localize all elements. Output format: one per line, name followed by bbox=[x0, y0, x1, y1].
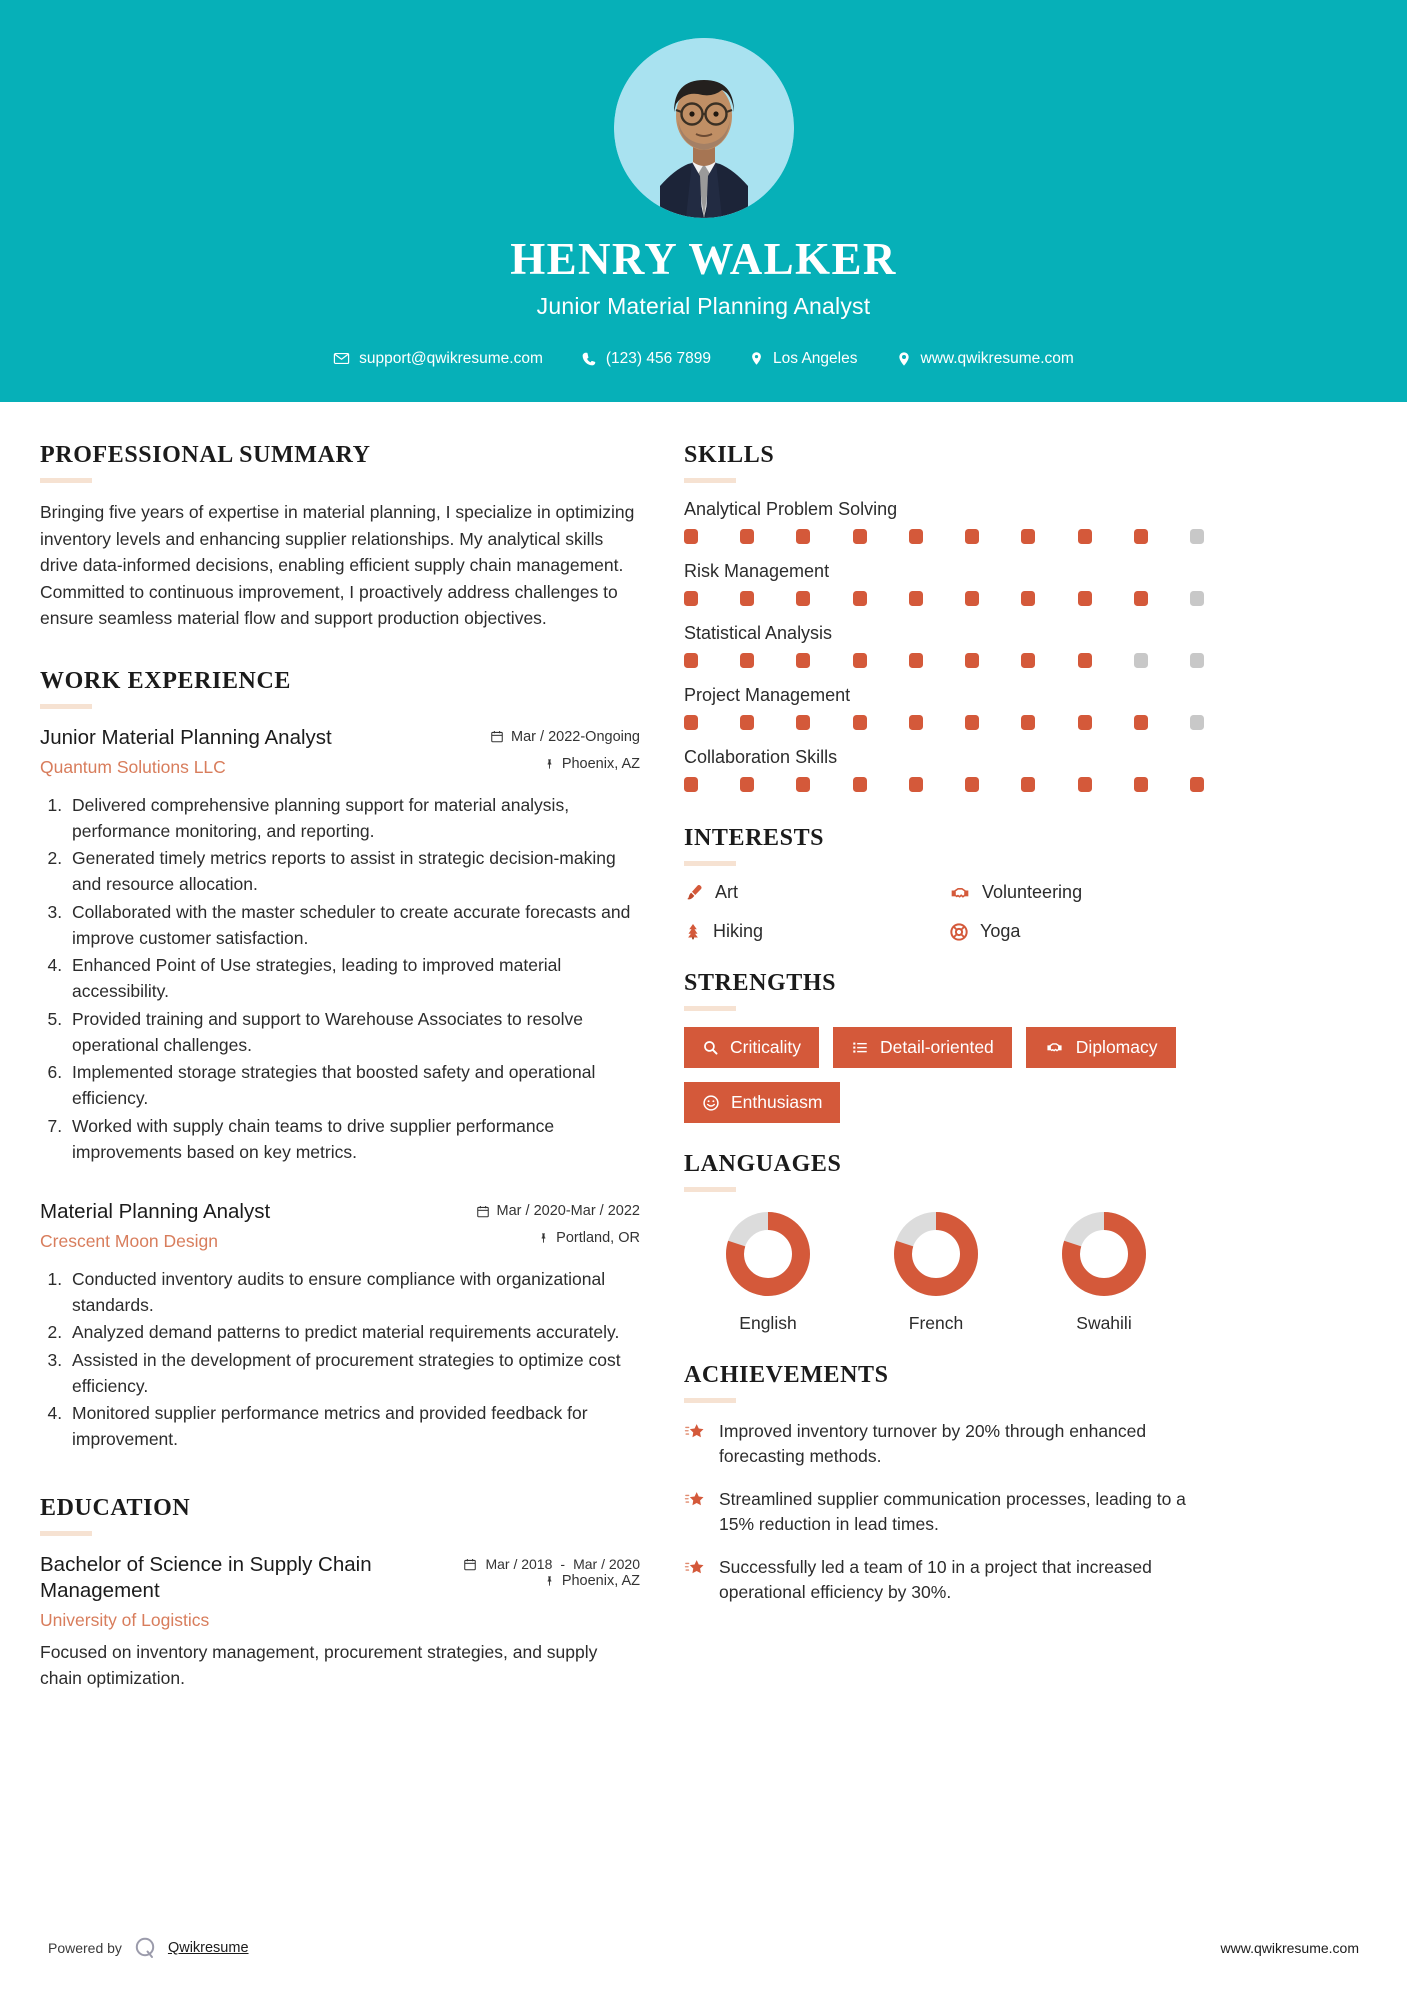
summary-text: Bringing five years of expertise in material planning, I specialize in optimizing inventory levels and enhancing supplier relationships. My analytical skills drive data-informed decisions, enabling efficient supply chain management. Committed to continuous improvement, I proactively address challenges to ensure seamless material flow and support production objectives. bbox=[40, 502, 635, 629]
strength-chip-diplomacy[interactable] bbox=[1026, 1027, 1176, 1068]
bullet: 4. Monitored supplier performance metrics and provided feedback for improvement. bbox=[67, 1400, 640, 1453]
skill-dot bbox=[684, 591, 698, 606]
language-item bbox=[852, 1208, 1020, 1334]
skill-dot bbox=[965, 777, 979, 792]
strength-label: Diplomacy bbox=[1075, 1037, 1158, 1057]
resume-header bbox=[0, 0, 1407, 402]
education-location-text: Phoenix, AZ bbox=[561, 1573, 640, 1589]
section-rule bbox=[684, 478, 736, 483]
section-heading: EDUCATION bbox=[40, 1494, 191, 1521]
handshake-icon bbox=[949, 883, 971, 903]
strength-chip-detail-oriented[interactable] bbox=[833, 1027, 1012, 1068]
skill-dot bbox=[1021, 591, 1035, 606]
skill-dot bbox=[684, 529, 698, 544]
experience-location bbox=[476, 1230, 640, 1246]
experience-company: Crescent Moon Design bbox=[40, 1230, 218, 1251]
education-date-separator: - bbox=[560, 1556, 566, 1573]
experience-role: Material Planning Analyst bbox=[40, 1200, 271, 1224]
skill-rating bbox=[684, 591, 1204, 606]
achievement-text: Improved inventory turnover by 20% through enhanced forecasting methods. bbox=[719, 1421, 1147, 1467]
skill-dot bbox=[965, 591, 979, 606]
skill-dot bbox=[796, 777, 810, 792]
skill-dot bbox=[740, 715, 754, 730]
language-donut-chart bbox=[722, 1208, 814, 1300]
section-languages bbox=[684, 1151, 1204, 1334]
bullet: 3. Assisted in the development of procurement strategies to optimize cost efficiency. bbox=[67, 1347, 640, 1400]
skill-dot bbox=[1021, 777, 1035, 792]
strength-label: Criticality bbox=[730, 1037, 801, 1057]
bullet: 3. Collaborated with the master scheduler to create accurate forecasts and improve customer satisfaction. bbox=[67, 899, 640, 952]
skill-dot bbox=[1134, 529, 1148, 544]
section-professional-summary bbox=[40, 442, 640, 632]
section-heading: ACHIEVEMENTS bbox=[684, 1362, 889, 1388]
skill-dot bbox=[1134, 715, 1148, 730]
skill-name: Risk Management bbox=[684, 561, 830, 581]
skill-rating bbox=[684, 653, 1204, 668]
contact-email-text: support@qwikresume.com bbox=[359, 349, 543, 367]
language-label: Swahili bbox=[1076, 1313, 1132, 1333]
skills-list bbox=[684, 499, 1204, 792]
education-degree: Bachelor of Science in Supply Chain Management bbox=[40, 1552, 372, 1603]
section-rule bbox=[40, 1531, 92, 1536]
experience-dates bbox=[490, 729, 640, 745]
skill-dot bbox=[684, 777, 698, 792]
achievement-item bbox=[684, 1555, 1204, 1606]
page-title: HENRY WALKER bbox=[510, 234, 897, 284]
skill-dot bbox=[1190, 715, 1204, 730]
strength-chip-enthusiasm[interactable] bbox=[684, 1082, 840, 1123]
bullet: 6. Implemented storage strategies that boosted safety and operational efficiency. bbox=[67, 1059, 640, 1112]
right-column bbox=[684, 442, 1204, 1697]
skill-dot bbox=[965, 653, 979, 668]
skill-dot bbox=[1021, 715, 1035, 730]
bullet: 5. Provided training and support to Warehouse Associates to resolve operational challenges. bbox=[67, 1006, 640, 1059]
experience-company: Quantum Solutions LLC bbox=[40, 756, 226, 777]
skill-dot bbox=[1134, 591, 1148, 606]
contact-location[interactable] bbox=[730, 350, 876, 368]
skill-dot bbox=[1021, 653, 1035, 668]
interest-label: Yoga bbox=[980, 921, 1021, 941]
section-rule bbox=[684, 861, 736, 866]
location-pin-icon bbox=[749, 350, 764, 367]
interest-label: Art bbox=[715, 882, 739, 902]
skill-dot bbox=[796, 591, 810, 606]
skill-dot bbox=[1190, 529, 1204, 544]
section-heading: PROFESSIONAL SUMMARY bbox=[40, 442, 371, 468]
language-item bbox=[1020, 1208, 1188, 1334]
pushpin-icon bbox=[544, 1574, 555, 1588]
language-donut-chart bbox=[1058, 1208, 1150, 1300]
skill-dot bbox=[740, 777, 754, 792]
strength-label: Detail-oriented bbox=[879, 1037, 994, 1057]
skill-dot bbox=[1190, 653, 1204, 668]
skill-dot bbox=[684, 653, 698, 668]
section-rule bbox=[40, 704, 92, 709]
education-end-date: Mar / 2020 bbox=[573, 1555, 640, 1572]
experience-dates bbox=[476, 1203, 640, 1219]
interests-grid bbox=[684, 882, 1204, 942]
bullet: 2. Generated timely metrics reports to assist in strategic decision-making and resource allocation. bbox=[67, 845, 640, 898]
lifebuoy-icon bbox=[949, 922, 969, 942]
handshake-icon bbox=[1044, 1039, 1065, 1056]
achievement-text: Streamlined supplier communication processes, leading to a 15% reduction in lead times. bbox=[719, 1488, 1186, 1535]
achievement-text: Successfully led a team of 10 in a project that increased operational efficiency by 30%. bbox=[719, 1556, 1152, 1602]
avatar-photo bbox=[614, 38, 794, 218]
list-icon bbox=[851, 1039, 869, 1056]
skill-dot bbox=[909, 715, 923, 730]
skill-dot bbox=[740, 591, 754, 606]
skill-dot bbox=[796, 653, 810, 668]
skill-dot bbox=[965, 529, 979, 544]
contact-row bbox=[0, 350, 1407, 368]
experience-dates-text: Mar / 2022-Ongoing bbox=[511, 728, 640, 745]
section-rule bbox=[684, 1006, 736, 1011]
paintbrush-icon bbox=[684, 883, 704, 903]
section-heading: SKILLS bbox=[684, 442, 775, 468]
section-heading: STRENGTHS bbox=[684, 970, 837, 996]
experience-dates-text: Mar / 2020-Mar / 2022 bbox=[496, 1203, 640, 1220]
skill-dot bbox=[909, 529, 923, 544]
section-skills bbox=[684, 442, 1204, 792]
section-rule bbox=[684, 1187, 736, 1192]
experience-header bbox=[40, 1199, 640, 1252]
experience-role: Junior Material Planning Analyst bbox=[40, 725, 332, 749]
left-column bbox=[40, 442, 640, 1697]
footer-branding bbox=[48, 1936, 249, 1960]
education-header bbox=[40, 1552, 640, 1631]
education-location bbox=[463, 1573, 640, 1589]
education-dates bbox=[463, 1556, 640, 1574]
resume-body bbox=[0, 402, 1407, 1697]
skill-dot bbox=[1021, 529, 1035, 544]
language-item bbox=[684, 1208, 852, 1334]
star-icon bbox=[684, 1490, 706, 1510]
skill-dot bbox=[853, 591, 867, 606]
skill-rating bbox=[684, 777, 1204, 792]
skill-dot bbox=[1134, 653, 1148, 668]
footer-url: www.qwikresume.com bbox=[1220, 1940, 1359, 1956]
section-education bbox=[40, 1495, 640, 1692]
skill-name: Collaboration Skills bbox=[684, 747, 838, 767]
phone-icon bbox=[581, 351, 597, 367]
skill-dot bbox=[965, 715, 979, 730]
languages-row bbox=[684, 1208, 1204, 1334]
skill-dot bbox=[853, 529, 867, 544]
tree-icon bbox=[684, 921, 702, 942]
contact-phone-text: (123) 456 7899 bbox=[605, 349, 712, 367]
skill-dot bbox=[1078, 715, 1092, 730]
strengths-list bbox=[684, 1027, 1204, 1123]
contact-phone[interactable] bbox=[562, 350, 730, 368]
experience-header bbox=[40, 725, 640, 778]
experience-location bbox=[490, 756, 640, 772]
skill-dot bbox=[909, 653, 923, 668]
skill-dot bbox=[1078, 777, 1092, 792]
interest-label: Hiking bbox=[713, 921, 764, 941]
experience-item bbox=[40, 1199, 640, 1452]
bullet: 1. Conducted inventory audits to ensure compliance with organizational standards. bbox=[67, 1266, 640, 1319]
interest-label: Volunteering bbox=[982, 882, 1083, 902]
bullet: 2. Analyzed demand patterns to predict material requirements accurately. bbox=[67, 1319, 640, 1345]
skill-dot bbox=[796, 715, 810, 730]
smiley-icon bbox=[702, 1094, 720, 1112]
section-heading: WORK EXPERIENCE bbox=[40, 667, 292, 694]
section-heading: LANGUAGES bbox=[684, 1151, 842, 1177]
skill-dot bbox=[740, 529, 754, 544]
globe-icon bbox=[896, 351, 912, 367]
skill-dot bbox=[796, 529, 810, 544]
skill-name: Statistical Analysis bbox=[684, 623, 833, 643]
skill-name: Project Management bbox=[684, 685, 851, 705]
calendar-icon bbox=[463, 1557, 477, 1572]
page-footer bbox=[0, 1936, 1407, 1960]
skill-dot bbox=[1190, 591, 1204, 606]
strength-chip-criticality[interactable] bbox=[684, 1027, 819, 1068]
interest-item bbox=[949, 921, 1204, 942]
experience-item bbox=[40, 725, 640, 1165]
star-icon bbox=[684, 1558, 706, 1578]
skill-dot bbox=[909, 777, 923, 792]
job-title: Junior Material Planning Analyst bbox=[536, 292, 871, 319]
section-heading: INTERESTS bbox=[684, 825, 825, 851]
achievement-item bbox=[684, 1487, 1204, 1538]
section-rule bbox=[40, 478, 92, 483]
skill-dot bbox=[1078, 591, 1092, 606]
star-icon bbox=[684, 1422, 706, 1442]
skill-dot bbox=[853, 653, 867, 668]
pushpin-icon bbox=[544, 757, 555, 771]
contact-website-text: www.qwikresume.com bbox=[920, 349, 1074, 367]
skill-dot bbox=[1078, 529, 1092, 544]
language-label: English bbox=[739, 1313, 797, 1333]
section-achievements bbox=[684, 1362, 1204, 1605]
experience-bullets bbox=[40, 1266, 640, 1453]
bullet: 4. Enhanced Point of Use strategies, leading to improved material accessibility. bbox=[67, 952, 640, 1005]
interest-item bbox=[684, 882, 939, 903]
skill-dot bbox=[909, 591, 923, 606]
skill-rating bbox=[684, 529, 1204, 544]
section-rule bbox=[684, 1398, 736, 1403]
strength-label: Enthusiasm bbox=[731, 1092, 823, 1112]
bullet: 7. Worked with supply chain teams to drive supplier performance improvements based on key metrics. bbox=[67, 1113, 640, 1166]
skill-dot bbox=[853, 777, 867, 792]
footer-brand-link[interactable]: Qwikresume bbox=[167, 1940, 249, 1956]
experience-location-text: Phoenix, AZ bbox=[561, 755, 640, 772]
section-strengths bbox=[684, 970, 1204, 1123]
interest-item bbox=[949, 882, 1204, 903]
calendar-icon bbox=[476, 1204, 490, 1219]
language-label: French bbox=[908, 1313, 964, 1333]
experience-location-text: Portland, OR bbox=[556, 1230, 640, 1247]
experience-bullets bbox=[40, 792, 640, 1166]
achievement-item bbox=[684, 1419, 1204, 1470]
skill-dot bbox=[740, 653, 754, 668]
skill-name: Analytical Problem Solving bbox=[684, 499, 898, 519]
skill-dot bbox=[1134, 777, 1148, 792]
skill-dot bbox=[1190, 777, 1204, 792]
contact-email[interactable] bbox=[314, 350, 562, 368]
pushpin-icon bbox=[538, 1231, 549, 1245]
skill-rating bbox=[684, 715, 1204, 730]
section-interests bbox=[684, 825, 1204, 942]
interest-item bbox=[684, 921, 939, 942]
skill-dot bbox=[853, 715, 867, 730]
education-start-date: Mar / 2018 bbox=[485, 1555, 553, 1572]
skill-dot bbox=[684, 715, 698, 730]
education-item bbox=[40, 1552, 640, 1692]
education-school: University of Logistics bbox=[40, 1609, 210, 1630]
skill-dot bbox=[1078, 653, 1092, 668]
envelope-icon bbox=[333, 350, 350, 367]
contact-location-text: Los Angeles bbox=[773, 349, 858, 367]
magnifier-icon bbox=[702, 1039, 719, 1056]
contact-website[interactable] bbox=[877, 350, 1093, 368]
avatar bbox=[614, 38, 794, 218]
powered-by-label: Powered by bbox=[48, 1940, 122, 1956]
bullet: 1. Delivered comprehensive planning support for material analysis, performance monitoring, and reporting. bbox=[67, 792, 640, 845]
calendar-icon bbox=[490, 729, 504, 744]
language-donut-chart bbox=[890, 1208, 982, 1300]
section-work-experience bbox=[40, 668, 640, 1453]
education-description: Focused on inventory management, procurement strategies, and supply chain optimization. bbox=[40, 1641, 598, 1689]
qwikresume-logo-icon bbox=[133, 1936, 157, 1960]
